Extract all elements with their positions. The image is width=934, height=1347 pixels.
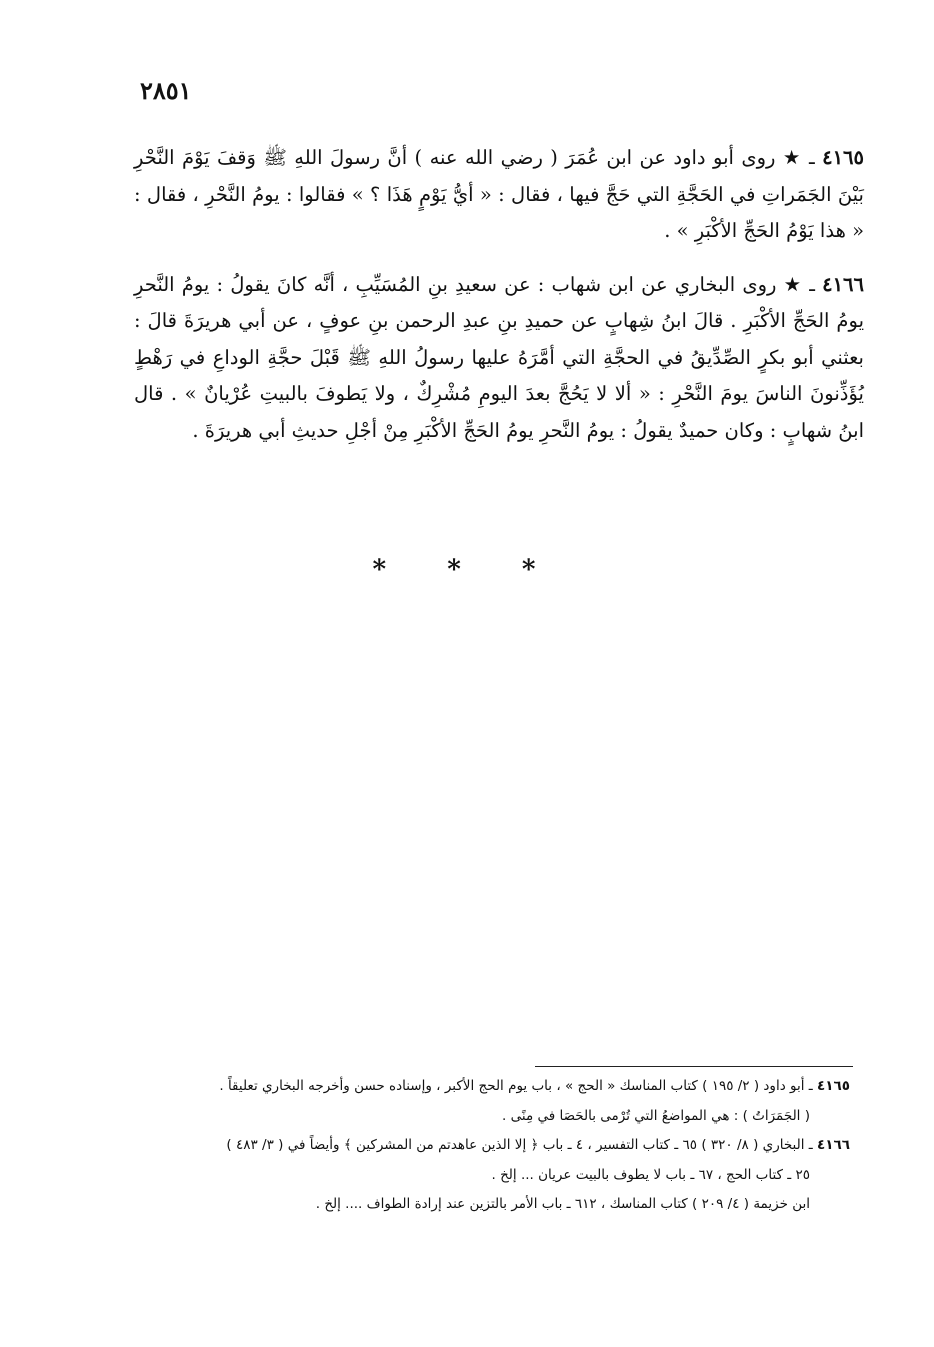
footnote-text: ـ أبو داود ( ٢/ ١٩٥ ) كتاب المناسك « الحج » ، باب يوم الحج الأكبر ، وإسناده حسن وأخرجه البخاري تعليقاً . [219, 1078, 813, 1094]
page-number: ٢٨٥١ [140, 76, 192, 105]
footnote-divider [535, 1066, 853, 1067]
hadith-4165 [134, 140, 864, 250]
footnotes [128, 1072, 850, 1220]
footnote-text: ( الجَمَرَاتُ ) : هي المواضعُ التي تُرْمى بالحَصَا في مِنًى . [502, 1107, 810, 1124]
hadith-number: ٤١٦٦ [822, 272, 864, 296]
footnote-number: ٤١٦٦ [817, 1137, 850, 1153]
footnote-number: ٤١٦٥ [817, 1078, 850, 1094]
footnote-text: ابن خزيمة ( ٤/ ٢٠٩ ) كتاب المناسك ، ٦١٢ ـ باب الأمر بالتزين عند إرادة الطواف .... إلخ . [315, 1196, 810, 1212]
main-text [134, 140, 864, 466]
hadith-text: ـ ★ روى البخاري عن ابن شهاب : عن سعيدِ بنِ المُسَيِّبِ ، أنَّه كانَ يقولُ : يومُ النَّحرِ يومُ الحَجِّ الأكْبَرِ . قالَ ابنُ شِهابٍ عن حميدِ بنِ عبدِ الرحمن بنِ عوفٍ ، عن أبي هريرَةَ قالَ : بعثني أبو بكرٍ الصِّدِّيقُ في الحجَّةِ التي أمَّرَهُ عليها رسولُ اللهِ ﷺ قَبْلَ حجَّةِ الوداعِ في رَهْطٍ يُؤَذِّنونَ الناسَ يومَ النَّحْرِ : « ألا لا يَحُجَّ بعدَ اليومِ مُشْرِكٌ ، ولا يَطوفَ بالبيتِ عُرْيانٌ » . قال ابنُ شهابٍ : وكان حميدٌ يقولُ : يومُ النَّحرِ يومُ الحَجِّ الأكْبَرِ مِنْ أجْلِ حديثِ أبي هريرَةَ . [134, 272, 864, 442]
footnote-line [128, 1072, 850, 1102]
footnote-text: ـ البخاري ( ٨/ ٣٢٠ ) ٦٥ ـ كتاب التفسير ، ٤ ـ باب ﴿ إلا الذين عاهدتم من المشركين ﴾ وأيضاً في ( ٣/ ٤٨٣ ) [226, 1137, 813, 1153]
section-separator: * * * [372, 555, 562, 585]
footnote-line [128, 1161, 850, 1191]
footnote-line [128, 1190, 850, 1220]
footnote-line [128, 1102, 850, 1132]
hadith-number: ٤١٦٥ [822, 146, 864, 169]
hadith-4166 [134, 267, 864, 450]
footnote-text: ٢٥ ـ كتاب الحج ، ٦٧ ـ باب لا يطوف بالبيت عريان ... إلخ . [491, 1166, 810, 1183]
footnote-line [128, 1131, 850, 1161]
hadith-text: ـ ★ روى أبو داود عن ابن عُمَرَ ( رضي الله عنه ) أنَّ رسولَ اللهِ ﷺ وَقفَ يَوْمَ النَّحْرِ بَيْنَ الجَمَراتِ في الحَجَّةِ التي حَجَّ فيها ، فقال : « أيُّ يَوْمٍ هَذَا ؟ » فقالوا : يومُ النَّحْرِ ، فقال : « هذا يَوْمُ الحَجِّ الأكْبَرِ » . [134, 146, 864, 242]
